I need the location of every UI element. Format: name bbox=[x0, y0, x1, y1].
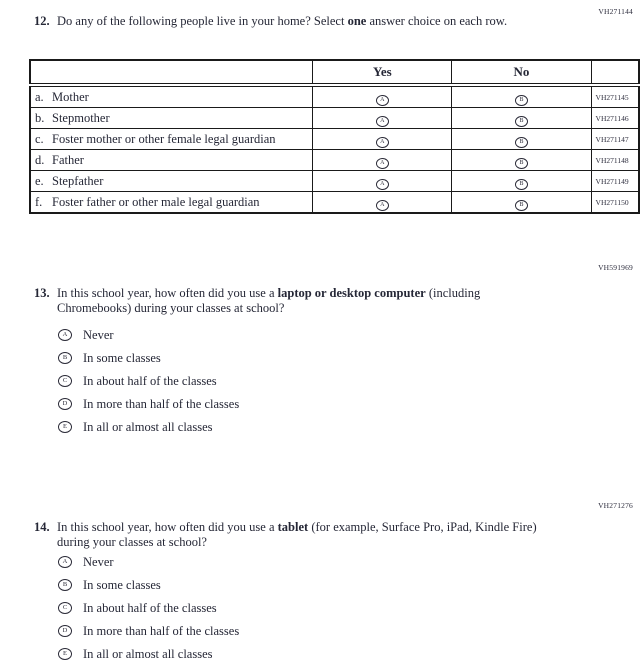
q14-option-b-bubble[interactable]: B bbox=[58, 579, 72, 591]
no-bubble[interactable]: B bbox=[515, 179, 528, 190]
question-13-text-post: (including Chromebooks) during your classes at school? bbox=[57, 286, 481, 315]
answer-option-label: In more than half of the classes bbox=[83, 397, 240, 411]
question-12-text-pre: Do any of the following people live in your home? Select bbox=[57, 14, 348, 28]
answer-option bbox=[58, 397, 239, 411]
yes-bubble[interactable]: A bbox=[376, 200, 389, 211]
no-bubble[interactable]: B bbox=[515, 158, 528, 169]
table-row bbox=[30, 129, 639, 150]
header-no: No bbox=[452, 60, 591, 85]
answer-option-label: In about half of the classes bbox=[83, 374, 217, 388]
q13-option-a-bubble[interactable]: A bbox=[58, 329, 72, 341]
question-14 bbox=[34, 520, 552, 550]
row-label-cell bbox=[30, 129, 313, 150]
yes-bubble[interactable]: A bbox=[376, 179, 389, 190]
question-13-code: VH591969 bbox=[598, 263, 633, 272]
row-label: Foster mother or other female legal guardian bbox=[52, 132, 276, 146]
row-label: Stepmother bbox=[52, 111, 110, 125]
answer-option-label: Never bbox=[83, 328, 114, 342]
no-cell bbox=[452, 108, 591, 129]
question-14-text-post: (for example, Surface Pro, iPad, Kindle Fire) during your classes at school? bbox=[57, 520, 537, 549]
no-bubble[interactable]: B bbox=[515, 116, 528, 127]
q14-option-c-bubble[interactable]: C bbox=[58, 602, 72, 614]
header-empty-cell bbox=[30, 60, 313, 85]
table-row bbox=[30, 108, 639, 129]
yes-cell bbox=[313, 85, 452, 108]
row-code: VH271149 bbox=[591, 171, 639, 192]
row-prefix: f. bbox=[35, 195, 43, 209]
row-code: VH271147 bbox=[591, 129, 639, 150]
table-row bbox=[30, 171, 639, 192]
q13-option-b-bubble[interactable]: B bbox=[58, 352, 72, 364]
answer-option-label: In some classes bbox=[83, 351, 161, 365]
table-row bbox=[30, 192, 639, 214]
row-code: VH271148 bbox=[591, 150, 639, 171]
yes-bubble[interactable]: A bbox=[376, 158, 389, 169]
answer-option bbox=[58, 351, 239, 365]
no-cell bbox=[452, 129, 591, 150]
no-cell bbox=[452, 150, 591, 171]
row-code: VH271145 bbox=[591, 85, 639, 108]
answer-option bbox=[58, 647, 239, 661]
question-12-text-post: answer choice on each row. bbox=[366, 14, 508, 28]
row-label: Father bbox=[52, 153, 84, 167]
row-prefix: e. bbox=[35, 174, 44, 188]
yes-cell bbox=[313, 192, 452, 214]
row-label-cell bbox=[30, 108, 313, 129]
question-14-text-pre: In this school year, how often did you use a bbox=[57, 520, 278, 534]
q14-options bbox=[58, 555, 239, 666]
yes-cell bbox=[313, 129, 452, 150]
q13-options bbox=[58, 328, 239, 443]
answer-option-label: In all or almost all classes bbox=[83, 647, 213, 661]
table-row bbox=[30, 150, 639, 171]
q14-option-e-bubble[interactable]: E bbox=[58, 648, 72, 660]
table-header-row bbox=[30, 60, 639, 85]
question-12 bbox=[34, 14, 562, 29]
yes-bubble[interactable]: A bbox=[376, 137, 389, 148]
q13-option-d-bubble[interactable]: D bbox=[58, 398, 72, 410]
no-bubble[interactable]: B bbox=[515, 95, 528, 106]
q13-option-c-bubble[interactable]: C bbox=[58, 375, 72, 387]
row-label: Foster father or other male legal guardian bbox=[52, 195, 260, 209]
answer-option-label: Never bbox=[83, 555, 114, 569]
no-cell bbox=[452, 192, 591, 214]
question-13-text-pre: In this school year, how often did you use a bbox=[57, 286, 278, 300]
question-13 bbox=[34, 286, 552, 316]
yes-cell bbox=[313, 150, 452, 171]
row-code: VH271150 bbox=[591, 192, 639, 214]
answer-option bbox=[58, 578, 239, 592]
question-14-text bbox=[57, 520, 552, 550]
question-14-number: 14. bbox=[34, 520, 50, 534]
yes-bubble[interactable]: A bbox=[376, 116, 389, 127]
row-prefix: d. bbox=[35, 153, 45, 167]
q14-option-d-bubble[interactable]: D bbox=[58, 625, 72, 637]
row-code: VH271146 bbox=[591, 108, 639, 129]
answer-option bbox=[58, 555, 239, 569]
q14-option-a-bubble[interactable]: A bbox=[58, 556, 72, 568]
row-label: Stepfather bbox=[52, 174, 104, 188]
row-label: Mother bbox=[52, 90, 89, 104]
answer-option bbox=[58, 624, 239, 638]
row-label-cell bbox=[30, 171, 313, 192]
question-13-text bbox=[57, 286, 552, 316]
question-14-code: VH271276 bbox=[598, 501, 633, 510]
yes-bubble[interactable]: A bbox=[376, 95, 389, 106]
no-bubble[interactable]: B bbox=[515, 200, 528, 211]
question-12-number: 12. bbox=[34, 14, 50, 28]
answer-option-label: In all or almost all classes bbox=[83, 420, 213, 434]
yes-cell bbox=[313, 108, 452, 129]
answer-option-label: In about half of the classes bbox=[83, 601, 217, 615]
no-cell bbox=[452, 171, 591, 192]
q12-answer-table bbox=[29, 59, 640, 214]
question-12-code: VH271144 bbox=[598, 7, 633, 16]
question-13-number: 13. bbox=[34, 286, 50, 300]
row-label-cell bbox=[30, 150, 313, 171]
question-12-text-bold: one bbox=[347, 14, 367, 28]
q13-option-e-bubble[interactable]: E bbox=[58, 421, 72, 433]
row-prefix: b. bbox=[35, 111, 45, 125]
yes-cell bbox=[313, 171, 452, 192]
no-cell bbox=[452, 85, 591, 108]
answer-option-label: In more than half of the classes bbox=[83, 624, 240, 638]
answer-option bbox=[58, 328, 239, 342]
answer-option bbox=[58, 420, 239, 434]
row-prefix: c. bbox=[35, 132, 44, 146]
no-bubble[interactable]: B bbox=[515, 137, 528, 148]
header-code-cell bbox=[591, 60, 639, 85]
answer-option-label: In some classes bbox=[83, 578, 161, 592]
question-12-text bbox=[57, 14, 562, 29]
question-14-text-bold: tablet bbox=[277, 520, 309, 534]
row-prefix: a. bbox=[35, 90, 44, 104]
answer-option bbox=[58, 374, 239, 388]
row-label-cell bbox=[30, 85, 313, 108]
question-13-text-bold: laptop or desktop computer bbox=[277, 286, 426, 300]
answer-option bbox=[58, 601, 239, 615]
table-row bbox=[30, 85, 639, 108]
header-yes: Yes bbox=[313, 60, 452, 85]
row-label-cell bbox=[30, 192, 313, 214]
